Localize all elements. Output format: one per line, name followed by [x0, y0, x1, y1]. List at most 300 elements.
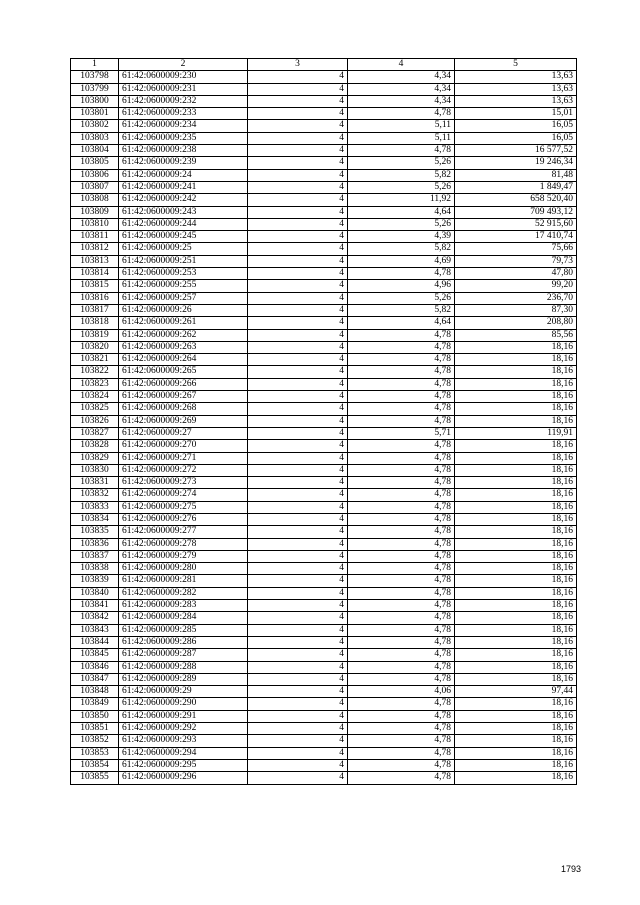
- category-cell: 4: [248, 440, 348, 452]
- cadastral-number-cell: 61:42:0600009:282: [119, 587, 248, 599]
- category-cell: 4: [248, 403, 348, 415]
- cadastral-number-cell: 61:42:0600009:293: [119, 735, 248, 747]
- cadastral-number-cell: 61:42:0600009:296: [119, 772, 248, 784]
- row-number-cell: 103818: [71, 317, 119, 329]
- table-row: [71, 378, 577, 390]
- cadastral-number-cell: 61:42:0600009:287: [119, 649, 248, 661]
- cadastral-number-cell: 61:42:0600009:267: [119, 391, 248, 403]
- category-cell: 4: [248, 624, 348, 636]
- row-number-cell: 103845: [71, 649, 119, 661]
- rate-cell: 4,78: [348, 759, 455, 771]
- table-row: [71, 255, 577, 267]
- rate-cell: 4,78: [348, 735, 455, 747]
- rate-cell: 4,78: [348, 698, 455, 710]
- category-cell: 4: [248, 218, 348, 230]
- cadastral-number-cell: 61:42:0600009:230: [119, 71, 248, 83]
- table-row: [71, 145, 577, 157]
- table-row: [71, 747, 577, 759]
- row-number-cell: 103827: [71, 427, 119, 439]
- table-row: [71, 427, 577, 439]
- table-row: [71, 169, 577, 181]
- table-row: [71, 636, 577, 648]
- table-row: [71, 698, 577, 710]
- amount-cell: 18,16: [455, 550, 577, 562]
- category-cell: 4: [248, 477, 348, 489]
- rate-cell: 4,78: [348, 329, 455, 341]
- amount-cell: 18,16: [455, 698, 577, 710]
- amount-cell: 81,48: [455, 169, 577, 181]
- table-row: [71, 661, 577, 673]
- row-number-cell: 103815: [71, 280, 119, 292]
- cadastral-number-cell: 61:42:0600009:285: [119, 624, 248, 636]
- row-number-cell: 103855: [71, 772, 119, 784]
- table-row: [71, 243, 577, 255]
- cadastral-number-cell: 61:42:0600009:235: [119, 132, 248, 144]
- rate-cell: 5,82: [348, 243, 455, 255]
- table-row: [71, 181, 577, 193]
- table-row: [71, 132, 577, 144]
- table-row: [71, 403, 577, 415]
- column-header-2: 2: [119, 59, 248, 71]
- amount-cell: 208,80: [455, 317, 577, 329]
- row-number-cell: 103825: [71, 403, 119, 415]
- cadastral-number-cell: 61:42:0600009:27: [119, 427, 248, 439]
- cadastral-number-cell: 61:42:0600009:29: [119, 686, 248, 698]
- rate-cell: 5,82: [348, 304, 455, 316]
- table-row: [71, 317, 577, 329]
- table-row: [71, 95, 577, 107]
- amount-cell: 18,16: [455, 489, 577, 501]
- cadastral-number-cell: 61:42:0600009:277: [119, 526, 248, 538]
- rate-cell: 5,11: [348, 120, 455, 132]
- cadastral-number-cell: 61:42:0600009:263: [119, 341, 248, 353]
- data-table: [70, 58, 577, 785]
- amount-cell: 97,44: [455, 686, 577, 698]
- row-number-cell: 103814: [71, 268, 119, 280]
- category-cell: 4: [248, 735, 348, 747]
- category-cell: 4: [248, 772, 348, 784]
- table-row: [71, 268, 577, 280]
- column-header-3: 3: [248, 59, 348, 71]
- cadastral-number-cell: 61:42:0600009:294: [119, 747, 248, 759]
- table-row: [71, 354, 577, 366]
- category-cell: 4: [248, 723, 348, 735]
- amount-cell: 18,16: [455, 600, 577, 612]
- table-row: [71, 477, 577, 489]
- amount-cell: 236,70: [455, 292, 577, 304]
- amount-cell: 19 246,34: [455, 157, 577, 169]
- amount-cell: 18,16: [455, 624, 577, 636]
- amount-cell: 18,16: [455, 378, 577, 390]
- table-row: [71, 624, 577, 636]
- rate-cell: 4,78: [348, 464, 455, 476]
- rate-cell: 4,78: [348, 575, 455, 587]
- cadastral-number-cell: 61:42:0600009:281: [119, 575, 248, 587]
- row-number-cell: 103840: [71, 587, 119, 599]
- amount-cell: 18,16: [455, 747, 577, 759]
- row-number-cell: 103823: [71, 378, 119, 390]
- cadastral-number-cell: 61:42:0600009:238: [119, 145, 248, 157]
- amount-cell: 18,16: [455, 735, 577, 747]
- rate-cell: 5,71: [348, 427, 455, 439]
- cadastral-number-cell: 61:42:0600009:241: [119, 181, 248, 193]
- row-number-cell: 103853: [71, 747, 119, 759]
- table-row: [71, 440, 577, 452]
- rate-cell: 4,34: [348, 95, 455, 107]
- rate-cell: 4,78: [348, 477, 455, 489]
- category-cell: 4: [248, 673, 348, 685]
- amount-cell: 18,16: [455, 710, 577, 722]
- amount-cell: 18,16: [455, 759, 577, 771]
- category-cell: 4: [248, 452, 348, 464]
- category-cell: 4: [248, 231, 348, 243]
- category-cell: 4: [248, 513, 348, 525]
- row-number-cell: 103820: [71, 341, 119, 353]
- row-number-cell: 103806: [71, 169, 119, 181]
- rate-cell: 4,78: [348, 145, 455, 157]
- cadastral-number-cell: 61:42:0600009:288: [119, 661, 248, 673]
- table-row: [71, 772, 577, 784]
- row-number-cell: 103832: [71, 489, 119, 501]
- table-header-row: [71, 59, 577, 71]
- row-number-cell: 103846: [71, 661, 119, 673]
- table-row: [71, 329, 577, 341]
- amount-cell: 99,20: [455, 280, 577, 292]
- row-number-cell: 103821: [71, 354, 119, 366]
- row-number-cell: 103854: [71, 759, 119, 771]
- rate-cell: 4,78: [348, 538, 455, 550]
- category-cell: 4: [248, 280, 348, 292]
- table-row: [71, 366, 577, 378]
- cadastral-number-cell: 61:42:0600009:264: [119, 354, 248, 366]
- cadastral-number-cell: 61:42:0600009:234: [119, 120, 248, 132]
- row-number-cell: 103819: [71, 329, 119, 341]
- category-cell: 4: [248, 317, 348, 329]
- rate-cell: 4,78: [348, 612, 455, 624]
- category-cell: 4: [248, 427, 348, 439]
- cadastral-number-cell: 61:42:0600009:261: [119, 317, 248, 329]
- table-row: [71, 723, 577, 735]
- rate-cell: 4,78: [348, 600, 455, 612]
- row-number-cell: 103835: [71, 526, 119, 538]
- table-row: [71, 649, 577, 661]
- table-row: [71, 563, 577, 575]
- cadastral-number-cell: 61:42:0600009:289: [119, 673, 248, 685]
- row-number-cell: 103843: [71, 624, 119, 636]
- table-row: [71, 550, 577, 562]
- cadastral-number-cell: 61:42:0600009:279: [119, 550, 248, 562]
- row-number-cell: 103851: [71, 723, 119, 735]
- amount-cell: 18,16: [455, 354, 577, 366]
- row-number-cell: 103842: [71, 612, 119, 624]
- amount-cell: 119,91: [455, 427, 577, 439]
- rate-cell: 4,78: [348, 587, 455, 599]
- cadastral-number-cell: 61:42:0600009:231: [119, 83, 248, 95]
- rate-cell: 4,78: [348, 501, 455, 513]
- row-number-cell: 103799: [71, 83, 119, 95]
- category-cell: 4: [248, 489, 348, 501]
- table-row: [71, 83, 577, 95]
- rate-cell: 4,78: [348, 661, 455, 673]
- column-header-1: 1: [71, 59, 119, 71]
- rate-cell: 4,78: [348, 108, 455, 120]
- row-number-cell: 103809: [71, 206, 119, 218]
- rate-cell: 4,78: [348, 747, 455, 759]
- cadastral-number-cell: 61:42:0600009:233: [119, 108, 248, 120]
- row-number-cell: 103808: [71, 194, 119, 206]
- row-number-cell: 103850: [71, 710, 119, 722]
- rate-cell: 4,64: [348, 206, 455, 218]
- amount-cell: 18,16: [455, 772, 577, 784]
- category-cell: 4: [248, 501, 348, 513]
- row-number-cell: 103847: [71, 673, 119, 685]
- cadastral-number-cell: 61:42:0600009:251: [119, 255, 248, 267]
- row-number-cell: 103839: [71, 575, 119, 587]
- row-number-cell: 103822: [71, 366, 119, 378]
- amount-cell: 16,05: [455, 120, 577, 132]
- table-row: [71, 686, 577, 698]
- rate-cell: 4,78: [348, 268, 455, 280]
- row-number-cell: 103816: [71, 292, 119, 304]
- amount-cell: 18,16: [455, 636, 577, 648]
- cadastral-number-cell: 61:42:0600009:239: [119, 157, 248, 169]
- cadastral-number-cell: 61:42:0600009:276: [119, 513, 248, 525]
- amount-cell: 18,16: [455, 612, 577, 624]
- column-header-5: 5: [455, 59, 577, 71]
- table-row: [71, 231, 577, 243]
- cadastral-number-cell: 61:42:0600009:280: [119, 563, 248, 575]
- row-number-cell: 103817: [71, 304, 119, 316]
- amount-cell: 709 493,12: [455, 206, 577, 218]
- amount-cell: 18,16: [455, 464, 577, 476]
- rate-cell: 4,69: [348, 255, 455, 267]
- amount-cell: 13,63: [455, 83, 577, 95]
- row-number-cell: 103798: [71, 71, 119, 83]
- table-body: [71, 71, 577, 784]
- amount-cell: 18,16: [455, 575, 577, 587]
- cadastral-number-cell: 61:42:0600009:286: [119, 636, 248, 648]
- cadastral-number-cell: 61:42:0600009:232: [119, 95, 248, 107]
- cadastral-number-cell: 61:42:0600009:255: [119, 280, 248, 292]
- category-cell: 4: [248, 169, 348, 181]
- table-row: [71, 759, 577, 771]
- table-row: [71, 612, 577, 624]
- row-number-cell: 103807: [71, 181, 119, 193]
- cadastral-number-cell: 61:42:0600009:25: [119, 243, 248, 255]
- cadastral-number-cell: 61:42:0600009:266: [119, 378, 248, 390]
- category-cell: 4: [248, 83, 348, 95]
- table-row: [71, 304, 577, 316]
- rate-cell: 4,78: [348, 673, 455, 685]
- table-row: [71, 157, 577, 169]
- category-cell: 4: [248, 649, 348, 661]
- row-number-cell: 103841: [71, 600, 119, 612]
- category-cell: 4: [248, 747, 348, 759]
- category-cell: 4: [248, 563, 348, 575]
- category-cell: 4: [248, 759, 348, 771]
- category-cell: 4: [248, 366, 348, 378]
- row-number-cell: 103848: [71, 686, 119, 698]
- table-row: [71, 587, 577, 599]
- rate-cell: 4,78: [348, 440, 455, 452]
- amount-cell: 79,73: [455, 255, 577, 267]
- cadastral-number-cell: 61:42:0600009:273: [119, 477, 248, 489]
- row-number-cell: 103831: [71, 477, 119, 489]
- amount-cell: 18,16: [455, 538, 577, 550]
- row-number-cell: 103804: [71, 145, 119, 157]
- amount-cell: 18,16: [455, 366, 577, 378]
- amount-cell: 16 577,52: [455, 145, 577, 157]
- amount-cell: 18,16: [455, 477, 577, 489]
- row-number-cell: 103828: [71, 440, 119, 452]
- cadastral-number-cell: 61:42:0600009:245: [119, 231, 248, 243]
- category-cell: 4: [248, 686, 348, 698]
- table-row: [71, 415, 577, 427]
- category-cell: 4: [248, 378, 348, 390]
- amount-cell: 18,16: [455, 440, 577, 452]
- row-number-cell: 103837: [71, 550, 119, 562]
- category-cell: 4: [248, 698, 348, 710]
- rate-cell: 4,78: [348, 403, 455, 415]
- category-cell: 4: [248, 145, 348, 157]
- category-cell: 4: [248, 95, 348, 107]
- rate-cell: 4,06: [348, 686, 455, 698]
- column-header-4: 4: [348, 59, 455, 71]
- rate-cell: 4,78: [348, 341, 455, 353]
- table-row: [71, 120, 577, 132]
- amount-cell: 18,16: [455, 501, 577, 513]
- table-row: [71, 673, 577, 685]
- amount-cell: 18,16: [455, 673, 577, 685]
- rate-cell: 4,78: [348, 378, 455, 390]
- row-number-cell: 103813: [71, 255, 119, 267]
- amount-cell: 87,30: [455, 304, 577, 316]
- category-cell: 4: [248, 329, 348, 341]
- table-row: [71, 526, 577, 538]
- category-cell: 4: [248, 304, 348, 316]
- rate-cell: 4,78: [348, 366, 455, 378]
- amount-cell: 75,66: [455, 243, 577, 255]
- table-row: [71, 575, 577, 587]
- cadastral-number-cell: 61:42:0600009:274: [119, 489, 248, 501]
- category-cell: 4: [248, 132, 348, 144]
- table-row: [71, 218, 577, 230]
- amount-cell: 18,16: [455, 587, 577, 599]
- category-cell: 4: [248, 268, 348, 280]
- rate-cell: 4,78: [348, 710, 455, 722]
- category-cell: 4: [248, 194, 348, 206]
- category-cell: 4: [248, 206, 348, 218]
- rate-cell: 4,34: [348, 83, 455, 95]
- rate-cell: 5,82: [348, 169, 455, 181]
- cadastral-number-cell: 61:42:0600009:275: [119, 501, 248, 513]
- cadastral-number-cell: 61:42:0600009:242: [119, 194, 248, 206]
- amount-cell: 18,16: [455, 649, 577, 661]
- amount-cell: 16,05: [455, 132, 577, 144]
- rate-cell: 4,78: [348, 415, 455, 427]
- table-row: [71, 513, 577, 525]
- category-cell: 4: [248, 710, 348, 722]
- category-cell: 4: [248, 636, 348, 648]
- rate-cell: 5,26: [348, 292, 455, 304]
- row-number-cell: 103812: [71, 243, 119, 255]
- table-row: [71, 489, 577, 501]
- row-number-cell: 103803: [71, 132, 119, 144]
- category-cell: 4: [248, 120, 348, 132]
- category-cell: 4: [248, 575, 348, 587]
- cadastral-number-cell: 61:42:0600009:290: [119, 698, 248, 710]
- rate-cell: 4,78: [348, 513, 455, 525]
- row-number-cell: 103824: [71, 391, 119, 403]
- row-number-cell: 103802: [71, 120, 119, 132]
- cadastral-number-cell: 61:42:0600009:269: [119, 415, 248, 427]
- category-cell: 4: [248, 600, 348, 612]
- rate-cell: 4,78: [348, 354, 455, 366]
- amount-cell: 13,63: [455, 95, 577, 107]
- table-row: [71, 108, 577, 120]
- cadastral-number-cell: 61:42:0600009:271: [119, 452, 248, 464]
- cadastral-number-cell: 61:42:0600009:292: [119, 723, 248, 735]
- cadastral-number-cell: 61:42:0600009:284: [119, 612, 248, 624]
- category-cell: 4: [248, 415, 348, 427]
- table-row: [71, 206, 577, 218]
- amount-cell: 17 410,74: [455, 231, 577, 243]
- category-cell: 4: [248, 108, 348, 120]
- amount-cell: 658 520,40: [455, 194, 577, 206]
- row-number-cell: 103800: [71, 95, 119, 107]
- row-number-cell: 103833: [71, 501, 119, 513]
- row-number-cell: 103810: [71, 218, 119, 230]
- category-cell: 4: [248, 181, 348, 193]
- category-cell: 4: [248, 661, 348, 673]
- rate-cell: 4,78: [348, 624, 455, 636]
- amount-cell: 1 849,47: [455, 181, 577, 193]
- cadastral-number-cell: 61:42:0600009:265: [119, 366, 248, 378]
- rate-cell: 4,78: [348, 649, 455, 661]
- row-number-cell: 103844: [71, 636, 119, 648]
- amount-cell: 15,01: [455, 108, 577, 120]
- table-row: [71, 710, 577, 722]
- rate-cell: 5,26: [348, 157, 455, 169]
- amount-cell: 18,16: [455, 661, 577, 673]
- table-row: [71, 735, 577, 747]
- cadastral-number-cell: 61:42:0600009:257: [119, 292, 248, 304]
- row-number-cell: 103830: [71, 464, 119, 476]
- amount-cell: 85,56: [455, 329, 577, 341]
- cadastral-number-cell: 61:42:0600009:268: [119, 403, 248, 415]
- rate-cell: 5,11: [348, 132, 455, 144]
- rate-cell: 4,78: [348, 452, 455, 464]
- category-cell: 4: [248, 292, 348, 304]
- row-number-cell: 103826: [71, 415, 119, 427]
- rate-cell: 4,39: [348, 231, 455, 243]
- rate-cell: 4,78: [348, 391, 455, 403]
- rate-cell: 4,64: [348, 317, 455, 329]
- cadastral-number-cell: 61:42:0600009:272: [119, 464, 248, 476]
- row-number-cell: 103834: [71, 513, 119, 525]
- rate-cell: 4,78: [348, 636, 455, 648]
- row-number-cell: 103805: [71, 157, 119, 169]
- table-row: [71, 194, 577, 206]
- category-cell: 4: [248, 587, 348, 599]
- amount-cell: 52 915,60: [455, 218, 577, 230]
- cadastral-number-cell: 61:42:0600009:295: [119, 759, 248, 771]
- amount-cell: 18,16: [455, 391, 577, 403]
- rate-cell: 4,96: [348, 280, 455, 292]
- category-cell: 4: [248, 464, 348, 476]
- rate-cell: 4,34: [348, 71, 455, 83]
- amount-cell: 18,16: [455, 513, 577, 525]
